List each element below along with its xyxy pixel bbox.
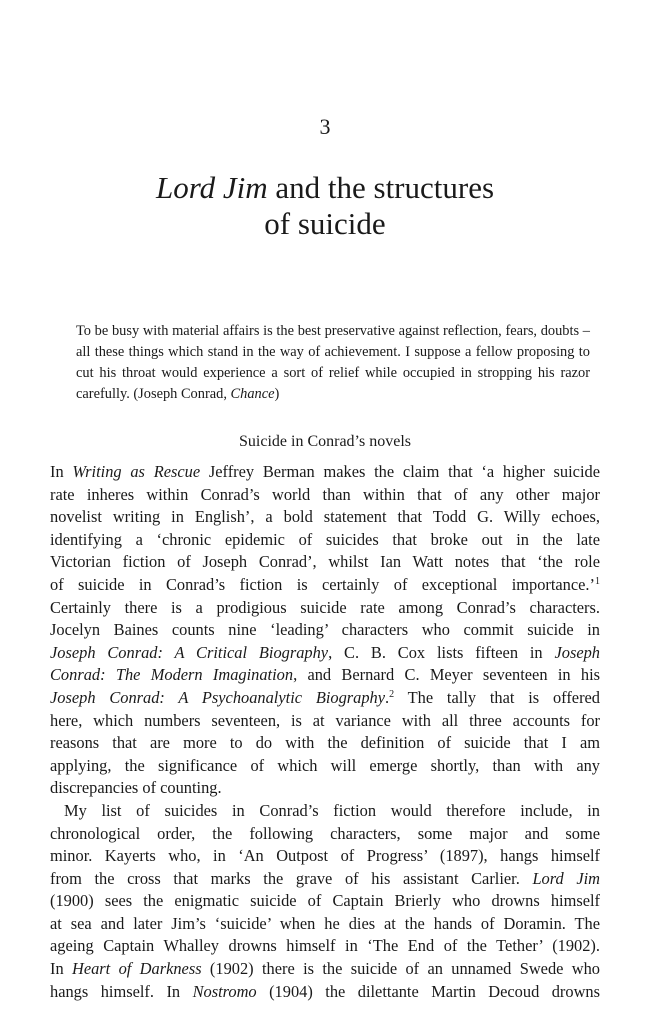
- text-run: (1902) there is the suicide of an unnamed Swede who: [201, 959, 600, 979]
- body-text: [50, 461, 600, 1003]
- text-line: [50, 958, 600, 981]
- text-run: novelist writing in English’, a bold statement that Todd G. Willy echoes,: [50, 507, 600, 527]
- text-line: [50, 845, 600, 868]
- footnote-marker: 2: [389, 688, 395, 700]
- italic-title: Joseph: [554, 642, 600, 662]
- text-line: [50, 823, 600, 846]
- text-run: , and Bernard C. Meyer seventeen in his: [293, 665, 601, 685]
- chapter-number: 3: [319, 114, 331, 139]
- text-run: minor. Kayerts who, in ‘An Outpost of Progress’ (1897), hangs himself: [50, 846, 600, 866]
- text-run: (1904) the dilettante Martin Decoud drowns: [256, 981, 600, 1001]
- italic-title: Heart of Darkness: [72, 959, 202, 979]
- text-run: In: [50, 959, 72, 979]
- text-run: .: [385, 687, 390, 707]
- epigraph: [76, 321, 590, 405]
- italic-title: Lord Jim: [532, 868, 600, 888]
- text-run: , C. B. Cox lists fifteen in: [328, 642, 555, 662]
- text-run: rate inheres within Conrad’s world than within that of any other major: [50, 484, 600, 504]
- text-line: [50, 664, 600, 687]
- text-run: In: [50, 462, 73, 481]
- text-run: The tally that is offered: [394, 687, 601, 707]
- text-run: applying, the significance of which will emerge shortly, than with any: [50, 755, 600, 775]
- text-line: [50, 529, 600, 552]
- epigraph-close: ): [274, 386, 280, 402]
- chapter-title: [0, 170, 650, 242]
- text-line: [50, 732, 600, 755]
- text-run: identifying a ‘chronic epidemic of suicides that broke out in the late: [50, 529, 600, 549]
- chapter-title-line-1: [0, 170, 650, 206]
- text-run: Jeffrey Berman makes the claim that ‘a higher suicide: [200, 462, 600, 481]
- text-line: [50, 710, 600, 733]
- text-run: from the cross that marks the grave of his assistant Carlier.: [50, 868, 533, 888]
- text-line: [50, 868, 600, 891]
- text-line: [50, 506, 600, 529]
- text-run: at sea and later Jim’s ‘suicide’ when he dies at the hands of Doramin. The: [50, 913, 600, 933]
- text-run: Victorian fiction of Joseph Conrad’, whilst Ian Watt notes that ‘the role: [50, 552, 600, 572]
- text-line: [50, 777, 600, 800]
- chapter-title-line-1-rest: and the structures: [267, 170, 495, 205]
- chapter-title-line-2: of suicide: [264, 206, 386, 241]
- text-run: chronological order, the following characters, some major and some: [50, 823, 600, 843]
- text-run: (1900) sees the enigmatic suicide of Captain Brierly who drowns himself: [50, 891, 600, 911]
- text-line: [50, 981, 600, 1004]
- text-line: [50, 755, 600, 778]
- epigraph-text: To be busy with material affairs is the best preservative against reflection, fears, doubts – all these things which stand in the way of achievement. I suppose a fellow proposing to cut his throat would experience a sort of relief while occupied in stropping his razor carefully. (Joseph Conrad,: [76, 323, 590, 402]
- text-run: of suicide in Conrad’s fiction is certainly of exceptional importance.’: [50, 574, 595, 594]
- text-line: [50, 642, 600, 665]
- section-heading: Suicide in Conrad’s novels: [239, 433, 411, 450]
- text-run: Certainly there is a prodigious suicide rate among Conrad’s characters.: [50, 597, 600, 617]
- text-run: hangs himself. In: [50, 981, 193, 1001]
- italic-title: Joseph Conrad: A Critical Biography: [50, 642, 329, 662]
- text-line: [50, 597, 600, 620]
- text-line: [50, 619, 600, 642]
- text-run: My list of suicides in Conrad’s fiction would therefore include, in: [64, 800, 600, 820]
- text-line: [50, 574, 600, 597]
- chapter-title-emphasis: Lord Jim: [155, 170, 268, 205]
- text-line: [50, 461, 600, 484]
- text-run: reasons that are more to do with the definition of suicide that I am: [50, 733, 600, 753]
- text-run: ageing Captain Whalley drowns himself in ‘The End of the Tether’ (1902).: [50, 936, 600, 956]
- text-run: here, which numbers seventeen, is at variance with all three accounts for: [50, 710, 600, 730]
- italic-title: Writing as Rescue: [72, 462, 201, 481]
- text-line: [50, 687, 600, 710]
- italic-title: Conrad: The Modern Imagination: [50, 665, 294, 685]
- text-line: [50, 551, 600, 574]
- text-line: [50, 800, 600, 823]
- italic-title: Nostromo: [192, 981, 257, 1001]
- italic-title: Joseph Conrad: A Psychoanalytic Biography: [50, 687, 386, 707]
- text-line: [50, 484, 600, 507]
- text-run: discrepancies of counting.: [50, 778, 222, 798]
- text-run: Jocelyn Baines counts nine ‘leading’ characters who commit suicide in: [50, 620, 600, 640]
- text-line: [50, 913, 600, 936]
- text-line: [50, 935, 600, 958]
- footnote-marker: 1: [595, 575, 600, 587]
- text-line: [50, 890, 600, 913]
- epigraph-source: Chance: [230, 386, 275, 402]
